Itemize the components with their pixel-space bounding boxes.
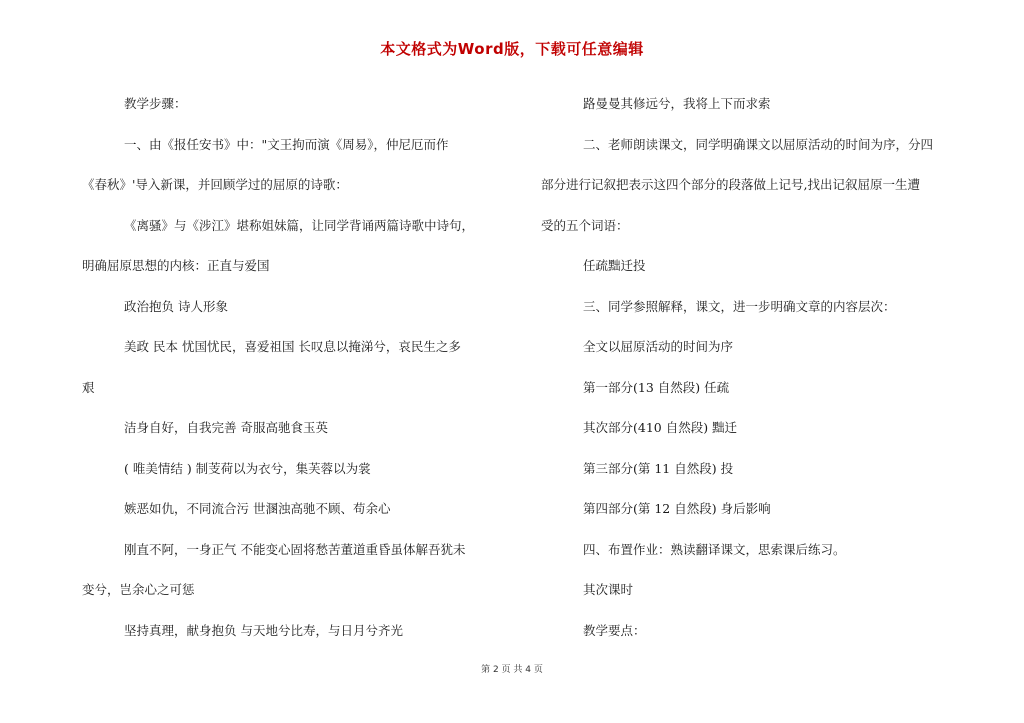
text-line: 教学步骤： xyxy=(124,96,187,111)
text-line: 受的五个词语： xyxy=(541,217,629,233)
text-line: 第四部分(第 12 自然段) 身后影响 xyxy=(583,501,771,516)
page-number: 第 2 页 共 4 页 xyxy=(481,665,543,675)
text-line: 嫉恶如仇，不同流合污 世溷浊高驰不顾、苟余心 xyxy=(124,501,391,516)
text-line: 《春秋》'导入新课，并回顾学过的屈原的诗歌： xyxy=(82,177,348,192)
text-line: 其次课时 xyxy=(583,582,634,597)
text-line: 第三部分(第 11 自然段) 投 xyxy=(583,460,734,476)
text-line: 任疏黜迁投 xyxy=(583,258,646,273)
text-line: 美政 民本 忧国忧民，喜爱祖国 长叹息以掩涕兮，哀民生之多 xyxy=(124,339,461,354)
text-line: 洁身自好，自我完善 奇服高驰食玉英 xyxy=(124,420,328,435)
text-line: 政治抱负 诗人形象 xyxy=(124,298,228,314)
text-line: 艰 xyxy=(82,379,95,395)
text-line: 变兮，岂余心之可惩 xyxy=(82,582,195,597)
right-column xyxy=(541,84,961,651)
text-line: 《离骚》与《涉江》堪称姐妹篇，让同学背诵两篇诗歌中诗句， xyxy=(124,217,475,233)
text-line: 四、布置作业：熟读翻译课文，思索课后练习。 xyxy=(583,541,846,557)
text-line: 明确屈原思想的内核：正直与爱国 xyxy=(82,258,270,273)
text-line: 全文以屈原活动的时间为序 xyxy=(583,339,734,354)
text-line: 二、老师朗读课文，同学明确课文以屈原活动的时间为序，分四 xyxy=(583,136,934,152)
text-line: 一、由《报任安书》中："文王拘而演《周易》，仲尼厄而作 xyxy=(124,136,449,152)
text-line: 部分进行记叙把表示这四个部分的段落做上记号,找出记叙屈原一生遭 xyxy=(541,177,920,192)
text-line: 刚直不阿，一身正气 不能变心固将愁苦董道重昏虽体解吾犹未 xyxy=(124,541,466,557)
text-line: 其次部分(410 自然段) 黜迁 xyxy=(583,420,738,435)
text-line: 三、同学参照解释，课文，进一步明确文章的内容层次： xyxy=(583,298,896,314)
text-line: 坚持真理，献身抱负 与天地兮比寿，与日月兮齐光 xyxy=(124,622,403,638)
left-column xyxy=(82,84,522,651)
text-line: 路曼曼其修远兮，我将上下而求索 xyxy=(583,96,771,111)
page-header-title: 本文格式为Word版，下载可任意编辑 xyxy=(380,40,644,58)
text-line: ( 唯美情结 ) 制芰荷以为衣兮，集芙蓉以为裳 xyxy=(124,460,371,476)
text-line: 第一部分(13 自然段) 任疏 xyxy=(583,379,730,395)
text-line: 教学要点： xyxy=(583,622,646,638)
